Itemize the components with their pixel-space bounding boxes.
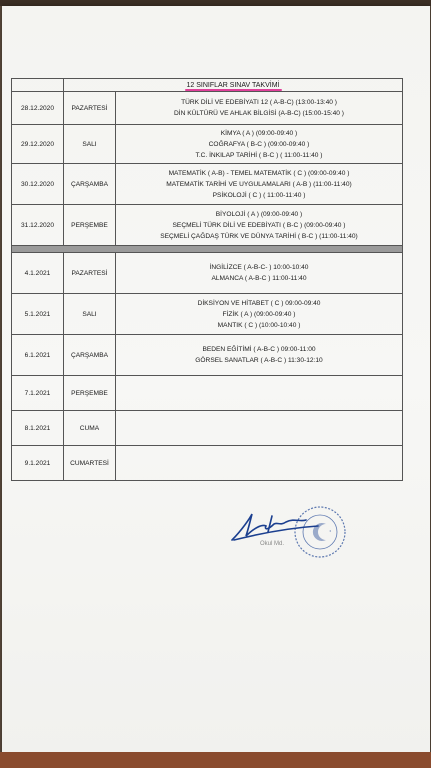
exam-list xyxy=(116,411,403,446)
table-surface xyxy=(0,752,431,768)
schedule-row xyxy=(12,411,403,446)
exam-entry: COĞRAFYA ( B-C ) (09:00-09:40 ) xyxy=(208,140,310,148)
schedule-title-cell xyxy=(64,79,403,92)
exam-date: 31.12.2020 xyxy=(12,205,64,246)
official-seal xyxy=(295,507,345,557)
signature xyxy=(232,514,318,540)
exam-entry: TÜRK DİLİ VE EDEBİYATI 12 ( A-B-C) (13:00-13:40 ) xyxy=(181,99,337,106)
exam-day: PERŞEMBE xyxy=(64,205,116,246)
exam-list xyxy=(116,164,403,205)
exam-list xyxy=(116,92,403,125)
exam-date: 28.12.2020 xyxy=(12,92,64,125)
schedule-row xyxy=(12,164,403,205)
exam-entry: KİMYA ( A ) (09:00-09:40 ) xyxy=(220,129,298,137)
exam-entry: PSİKOLOJİ ( C ) ( 11:00-11:40 ) xyxy=(212,191,306,199)
schedule-row xyxy=(12,92,403,125)
exam-day: CUMARTESİ xyxy=(64,446,116,481)
exam-entry: MATEMATİK TARİHİ VE UYGULAMALARI ( A-B ) (11:00-11:40) xyxy=(166,180,352,188)
official-title: Okul Md. xyxy=(260,541,285,547)
exam-entry: BEDEN EĞİTİMİ ( A-B-C ) 09:00-11:00 xyxy=(202,346,316,353)
exam-date: 30.12.2020 xyxy=(12,164,64,205)
schedule-row xyxy=(12,335,403,376)
exam-date: 29.12.2020 xyxy=(12,125,64,164)
exam-entry: DİN KÜLTÜRÜ VE AHLAK BİLGİSİ (A-B-C) (15:00-15:40 ) xyxy=(174,110,344,117)
schedule-row xyxy=(12,376,403,411)
week-separator-bar xyxy=(12,246,403,253)
exam-day: SALI xyxy=(64,125,116,164)
exam-entry: GÖRSEL SANATLAR ( A-B-C ) 11:30-12:10 xyxy=(195,357,323,364)
exam-list xyxy=(116,125,403,164)
exam-day: SALI xyxy=(64,294,116,335)
exam-date: 7.1.2021 xyxy=(12,376,64,411)
exam-day: ÇARŞAMBA xyxy=(64,335,116,376)
exam-date: 5.1.2021 xyxy=(12,294,64,335)
exam-entry: İNGİLİZCE ( A-B-C- ) 10:00-10:40 xyxy=(209,264,309,271)
exam-date: 6.1.2021 xyxy=(12,335,64,376)
exam-day: PAZARTESİ xyxy=(64,253,116,294)
exam-schedule-table xyxy=(11,78,403,481)
exam-entry: SEÇMELİ TÜRK DİLİ VE EDEBİYATI ( B-C ) (09:00-09:40 ) xyxy=(172,221,346,229)
exam-entry: MANTIK ( C ) (10:00-10:40 ) xyxy=(217,321,301,329)
schedule-row xyxy=(12,205,403,246)
schedule-row xyxy=(12,125,403,164)
exam-day: PERŞEMBE xyxy=(64,376,116,411)
week-separator xyxy=(12,246,403,253)
exam-entry: T.C. İNKILAP TARİHİ ( B-C ) ( 11:00-11:40 ) xyxy=(195,151,323,159)
schedule-row xyxy=(12,253,403,294)
exam-entry: BİYOLOJİ ( A ) (09:00-09:40 ) xyxy=(215,210,303,218)
exam-day: ÇARŞAMBA xyxy=(64,164,116,205)
exam-day: PAZARTESİ xyxy=(64,92,116,125)
schedule-title: 12 SINIFLAR SINAV TAKVİMİ xyxy=(186,81,280,89)
exam-entry: DİKSİYON VE HİTABET ( C ) 09:00-09:40 xyxy=(197,299,321,307)
exam-entry: SEÇMELİ ÇAĞDAŞ TÜRK VE DÜNYA TARİHİ ( B-C ) (11:00-11:40) xyxy=(160,232,358,240)
exam-date: 9.1.2021 xyxy=(12,446,64,481)
exam-list xyxy=(116,335,403,376)
signature-and-seal xyxy=(228,500,368,580)
exam-entry: ALMANCA ( A-B-C ) 11:00-11:40 xyxy=(211,275,307,282)
exam-entry: FİZİK ( A ) (09:00-09:40 ) xyxy=(222,310,296,318)
exam-date: 4.1.2021 xyxy=(12,253,64,294)
exam-list xyxy=(116,446,403,481)
exam-list xyxy=(116,376,403,411)
exam-list xyxy=(116,294,403,335)
schedule-row xyxy=(12,446,403,481)
exam-day: CUMA xyxy=(64,411,116,446)
exam-list xyxy=(116,253,403,294)
exam-date: 8.1.2021 xyxy=(12,411,64,446)
exam-list xyxy=(116,205,403,246)
schedule-row xyxy=(12,294,403,335)
exam-entry: MATEMATİK ( A-B) - TEMEL MATEMATİK ( C ) (09:00-09:40 ) xyxy=(168,169,350,177)
